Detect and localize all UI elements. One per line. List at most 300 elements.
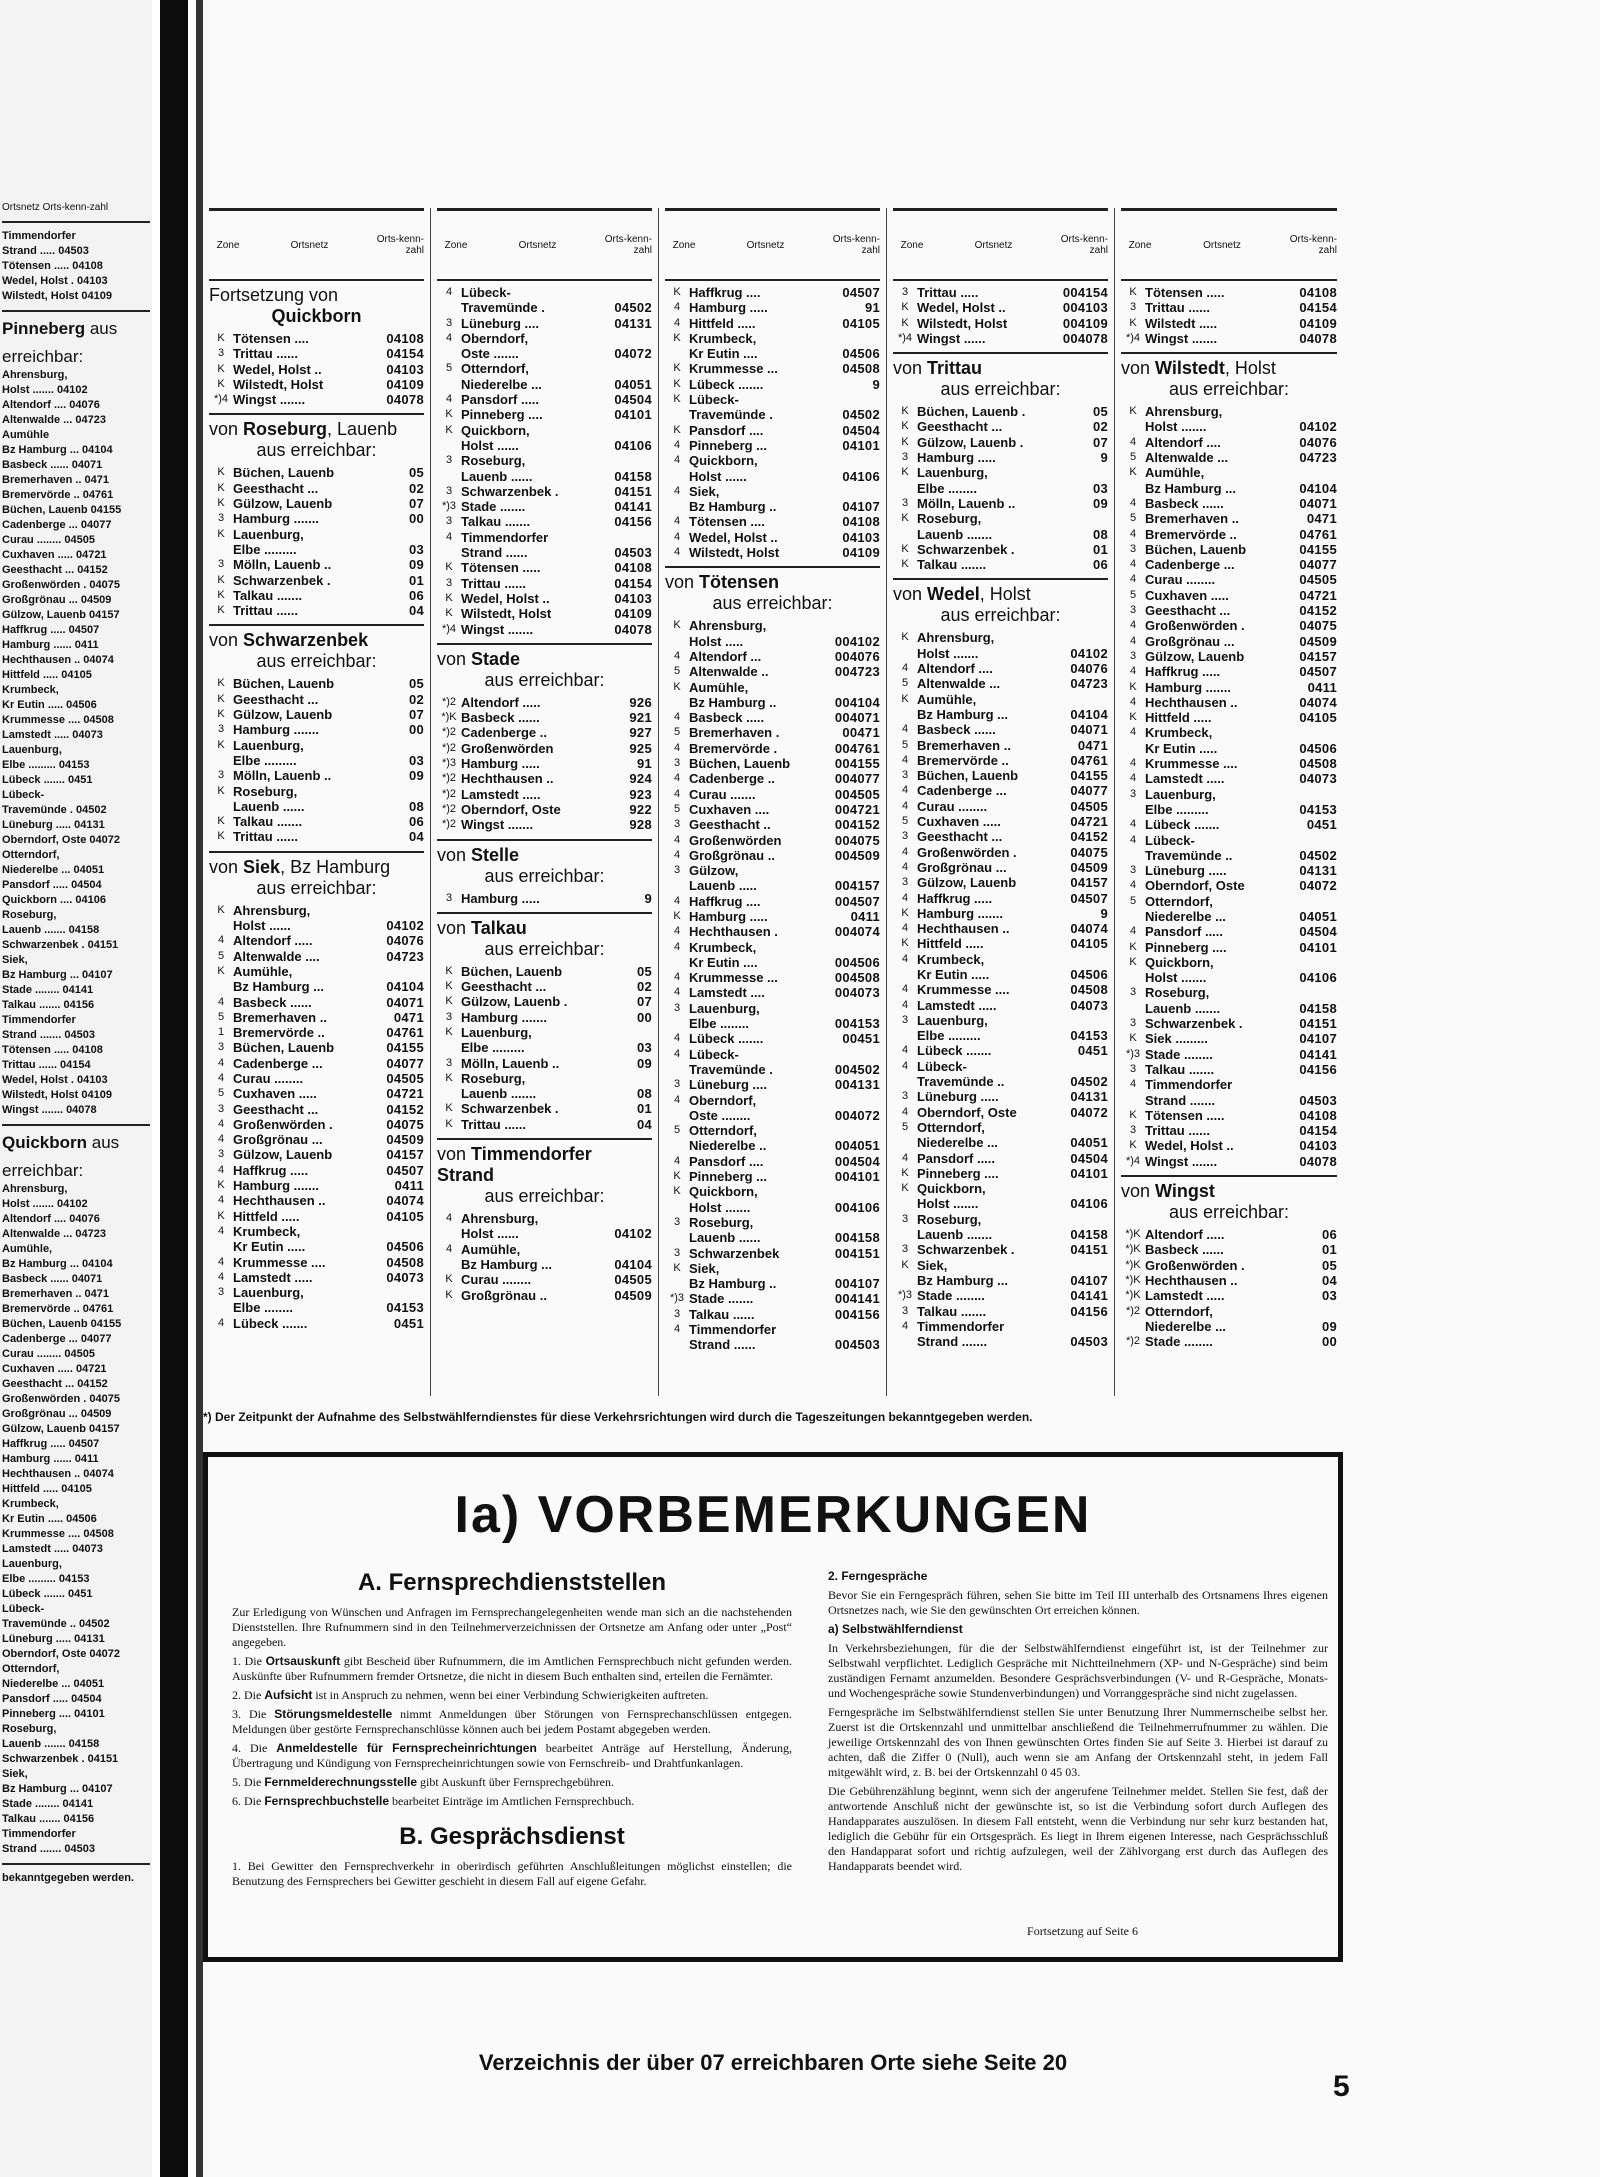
table-row [665,955,880,970]
item-strong: Störungsmeldestelle [274,1707,393,1721]
zone-cell: K [445,1273,453,1286]
zone-cell: 4 [1129,925,1137,938]
fragment-line: Kr Eutin ..... 04506 [2,1513,97,1525]
ortsnetz-cell: Haffkrug .... [689,893,761,909]
table-row [665,1093,880,1108]
zone-cell: *)2 [441,772,457,785]
ortsnetz-cell: Lauenb ....... [917,526,993,542]
ortsnetz-cell: Hamburg ....... [233,511,319,527]
table-row [1121,710,1337,725]
kennzahl-cell: 04504 [1070,1150,1108,1166]
zone-cell [665,1337,689,1352]
table-row [1121,285,1337,300]
ortsnetz-cell: Siek, [689,483,720,499]
kennzahl-cell: 04509 [1070,859,1108,875]
table-row [209,1025,424,1040]
table-row [1121,985,1337,1000]
column-header-kennzahl: Orts-kenn-zahl [376,234,424,256]
ortsnetz-cell: Holst ....... [917,645,979,661]
fragment-line: Krumbeck, [2,1498,59,1510]
table-row [893,435,1108,450]
zone-cell [893,646,917,661]
ortsnetz-cell: Pansdorf ..... [461,392,540,408]
ortsnetz-cell: Großgrönau ... [1145,633,1235,649]
table-row [665,695,880,710]
zone-cell [1121,909,1145,924]
table-row [437,802,652,817]
kennzahl-cell: 00451 [842,1031,880,1047]
ortsnetz-cell: Kr Eutin ..... [1145,740,1218,756]
ortsnetz-cell: Mölln, Lauenb .. [233,768,332,784]
entry-group [209,851,424,1331]
ortsnetz-cell: Bremerhaven .. [917,737,1011,753]
kennzahl-cell: 04103 [614,590,652,606]
table-row [437,695,652,710]
kennzahl-cell: 04104 [614,1256,652,1272]
kennzahl-cell: 004071 [834,710,880,726]
table-row [893,496,1108,511]
fragment-line: Bz Hamburg ... 04107 [2,969,113,981]
ortsnetz-cell: Bz Hamburg ... [1145,480,1237,496]
fragment-line: Strand ....... 04503 [2,1843,95,1855]
ortsnetz-cell: Krumbeck, [233,1223,301,1239]
kennzahl-cell: 04107 [1299,1031,1337,1047]
kennzahl-cell: 004761 [834,740,880,756]
ortsnetz-cell: Travemünde .. [917,1074,1005,1090]
ortsnetz-cell: Gülzow, Lauenb . [917,434,1024,450]
zone-cell: K [901,692,909,705]
fragment-line: Lauenb ....... 04158 [2,1738,100,1750]
table-row [437,530,652,545]
fragment-line: Hittfeld ..... 04105 [2,1483,92,1495]
kennzahl-cell: 01 [636,1101,652,1117]
zone-cell [665,469,689,484]
zone-cell: *)2 [441,726,457,739]
kennzahl-cell: 004102 [834,633,880,649]
table-row [209,1285,424,1300]
ortsnetz-cell: Talkau ...... [689,1306,755,1322]
table-row [665,924,880,939]
zone-cell: K [445,591,453,604]
zone-cell: 3 [901,830,909,843]
fragment-line: Talkau ....... 04156 [2,1813,95,1825]
kennzahl-cell [368,903,424,918]
table-row [209,1224,424,1239]
ortsnetz-cell: Lamstedt ..... [917,997,997,1013]
ortsnetz-cell: Lübeck ....... [917,1043,992,1059]
ortsnetz-cell: Elbe ......... [233,541,297,557]
ortsnetz-cell: Basbeck ...... [233,994,312,1010]
zone-cell: *)2 [441,818,457,831]
table-row [209,1040,424,1055]
table-row [893,300,1108,315]
ortsnetz-cell: Gülzow, Lauenb . [461,994,568,1010]
zone-cell [665,346,689,361]
zone-cell [437,469,461,484]
kennzahl-cell: 01 [408,572,424,588]
ortsnetz-cell: Lauenburg, [233,737,304,753]
zone-cell: K [445,423,453,436]
kennzahl-cell: 04151 [1070,1242,1108,1258]
kennzahl-cell: 04503 [614,545,652,561]
ortsnetz-cell: Tötensen .... [233,331,309,346]
zone-cell: 4 [1129,573,1137,586]
fragment-rule [2,221,150,223]
zone-cell [1121,802,1145,817]
table-row [893,676,1108,691]
zone-cell: 4 [1129,527,1137,540]
entry-group [209,624,424,844]
zone-cell: 4 [901,753,909,766]
zone-cell: K [217,738,225,751]
zone-cell: K [673,1261,681,1274]
kennzahl-cell [1052,1212,1108,1227]
zone-cell: K [901,512,909,525]
zone-cell: K [901,420,909,433]
kennzahl-cell: 04131 [614,315,652,331]
table-row [209,346,424,361]
zone-cell: 3 [901,451,909,464]
ortsnetz-cell: Bremerhaven . [689,725,780,741]
ferngespraeche-intro: Bevor Sie ein Ferngespräch führen, sehen Sie bitte im Teil III unterhalb des Ortsnamens Ihres eigenen Ortsnetzes nach, wie Sie den gewünschten Ort erreichen können. [828,1588,1328,1617]
table-row [209,799,424,814]
table-row [1121,300,1337,315]
kennzahl-cell [824,392,880,407]
fragment-section-name: Pinneberg [2,319,86,338]
zone-cell: K [673,423,681,436]
fragment-section-sub: erreichbar: [2,1161,84,1180]
table-row [209,1147,424,1162]
zone-cell: K [1129,1032,1137,1045]
zone-cell: 4 [673,515,681,528]
ortsnetz-cell: Holst ....... [1145,970,1207,986]
table-row [437,1071,652,1086]
zone-cell: 5 [1129,588,1137,601]
ortsnetz-cell: Tötensen .... [689,514,765,530]
group-title [209,630,424,651]
zone-cell: 3 [445,576,453,589]
table-row [665,514,880,529]
kennzahl-cell: 9 [1100,450,1108,466]
zone-cell: 4 [673,649,681,662]
kennzahl-cell: 04157 [1299,648,1337,664]
kennzahl-cell: 004509 [834,847,880,863]
zone-cell: 3 [1129,301,1137,314]
zone-cell: 4 [673,1154,681,1167]
group-sub: aus erreichbar: [1168,1202,1290,1223]
ortsnetz-cell: Schwarzenbek . [917,541,1015,557]
zone-cell: 4 [673,301,681,314]
ortsnetz-cell: Wingst ...... [917,330,986,346]
kennzahl-cell: 0471 [1306,511,1337,527]
column-header-zone: Zone [216,239,240,251]
kennzahl-cell: 921 [629,710,652,726]
zone-cell: 4 [1129,833,1137,846]
table-row [893,1151,1108,1166]
table-row [437,741,652,756]
ortsnetz-cell: Hechthausen .. [233,1193,326,1209]
previous-page-fragment [0,0,152,2177]
zone-cell: 4 [445,1212,453,1225]
ortsnetz-cell: Kr Eutin .... [689,346,758,362]
fragment-line: Krummesse .... 04508 [2,714,114,726]
ortsnetz-cell: Elbe ......... [461,1040,525,1056]
table-row [437,994,652,1009]
table-row [1121,1319,1337,1334]
table-row [1121,970,1337,985]
zone-cell: *)4 [1125,331,1141,344]
table-row [1121,542,1337,557]
zone-cell: K [1129,940,1137,953]
entry-group [893,578,1108,1349]
table-row [209,933,424,948]
fragment-bottom: bekanntgegeben werden. [2,1872,135,1884]
entry-group [209,413,424,618]
ortsnetz-cell: Wingst ....... [233,392,306,408]
kennzahl-cell: 04155 [386,1040,424,1056]
table-row [437,771,652,786]
item-pre: Die [248,1707,275,1721]
zone-cell: 5 [673,665,681,678]
fragment-line: Altenwalde ... 04723 [2,414,106,426]
ortsnetz-cell: Elbe ......... [233,752,297,768]
ortsnetz-cell: Lauenburg, [233,526,304,542]
table-row [209,573,424,588]
kennzahl-cell: 923 [629,786,652,802]
table-row [1121,450,1337,465]
group-sub: aus erreichbar: [1168,379,1290,400]
ortsnetz-cell: Hamburg ..... [461,756,540,772]
group-sub: aus erreichbar: [484,938,605,959]
ortsnetz-cell: Lüneburg .... [461,315,539,331]
ortsnetz-cell: Hittfeld ..... [233,1208,300,1224]
kennzahl-cell: 04156 [1070,1303,1108,1319]
kennzahl-cell [1281,833,1337,848]
zone-cell: K [901,1182,909,1195]
kennzahl-cell: 04158 [614,468,652,484]
kennzahl-cell: 91 [636,756,652,772]
group-sub: aus erreichbar: [484,865,605,886]
group-title [437,1144,652,1186]
zone-cell: 4 [217,1163,225,1176]
fragment-line: Schwarzenbek . 04151 [2,939,119,951]
table-row [665,1322,880,1337]
zone-cell: K [673,393,681,406]
table-row [437,891,652,906]
table-row [893,1288,1108,1303]
table-row [209,1209,424,1224]
table-row [209,557,424,572]
fragment-line: Bremervörde .. 04761 [2,489,114,501]
ortsnetz-cell: Lauenburg, [233,1285,304,1301]
ortsnetz-cell: Lübeck- [689,392,739,408]
kennzahl-cell: 004505 [834,786,880,802]
table-row [209,392,424,407]
group-prefix: von [209,856,244,877]
table-row [665,970,880,985]
zone-cell: K [673,680,681,693]
zone-cell: K [1129,680,1137,693]
zone-cell: 4 [1129,634,1137,647]
zone-cell: 4 [673,1032,681,1045]
column-entries [893,281,1108,1349]
fragment-line: Hechthausen .. 04074 [2,1468,114,1480]
ortsnetz-cell: Bremerhaven .. [1145,511,1239,527]
ortsnetz-cell: Pinneberg ... [689,1169,768,1185]
zone-cell: 4 [901,860,909,873]
ortsnetz-cell: Hamburg ..... [689,300,768,316]
kennzahl-cell: 02 [636,979,652,995]
zone-cell: 3 [1129,986,1137,999]
zone-cell: K [445,561,453,574]
zone-cell: 5 [673,726,681,739]
kennzahl-cell [824,484,880,499]
kennzahl-cell [596,331,652,346]
table-row [437,1211,652,1226]
table-row [1121,1016,1337,1031]
ortsnetz-cell: Holst ...... [461,437,519,453]
kennzahl-cell: 04051 [614,376,652,392]
kennzahl-cell: 004078 [1062,330,1108,346]
zone-cell: 3 [673,1307,681,1320]
ortsnetz-cell: Cuxhaven .... [689,801,770,817]
kennzahl-cell: 04108 [1299,1107,1337,1123]
ortsnetz-cell: Cadenberge ... [233,1055,323,1071]
ortsnetz-cell: Holst ....... [917,1196,979,1212]
table-row [437,346,652,361]
fragment-line: Großgrönau ... 04509 [2,1408,112,1420]
ortsnetz-cell: Otterndorf, [1145,893,1213,909]
kennzahl-cell: 0411 [1307,679,1337,695]
group-title [665,572,880,593]
kennzahl-cell: 0451 [393,1315,424,1331]
kennzahl-cell: 004072 [834,1107,880,1123]
ortsnetz-cell: Trittau ...... [461,1116,527,1132]
table-row [437,1010,652,1025]
zone-cell: 4 [217,1316,225,1329]
zone-cell: 4 [673,1093,681,1106]
table-row [665,1337,880,1352]
fragment-section-suffix: aus [85,319,118,338]
kennzahl-cell: 04507 [1299,664,1337,680]
ortsnetz-cell: Lauenburg, [917,465,988,481]
column-header [1121,208,1337,281]
zone-cell: K [217,588,225,601]
kennzahl-cell: 04507 [1070,890,1108,906]
table-row [437,316,652,331]
table-row [893,936,1108,951]
group-title [893,584,1108,605]
section-b-title: B. Gesprächsdienst [399,1823,625,1850]
zone-cell: K [217,830,225,843]
table-row [893,1258,1108,1273]
table-row [209,707,424,722]
kennzahl-cell: 04155 [1070,768,1108,784]
kennzahl-cell: 04509 [614,1287,652,1303]
zone-cell: 4 [1129,558,1137,571]
directory-page [203,0,1600,2177]
kennzahl-cell: 04505 [614,1272,652,1288]
zone-cell: 5 [1129,512,1137,525]
table-row [209,542,424,557]
fragment-line: Timmendorfer [2,1828,76,1840]
zone-cell: 4 [673,316,681,329]
kennzahl-cell: 04506 [1070,966,1108,982]
kennzahl-cell: 07 [408,496,424,512]
table-row [665,361,880,376]
ortsnetz-cell: Oste ....... [461,346,519,362]
table-row [1121,1077,1337,1092]
table-row [1121,894,1337,909]
zone-cell: 4 [901,784,909,797]
ortsnetz-cell: Hechthausen .. [917,921,1010,937]
zone-cell: 3 [1129,542,1137,555]
kennzahl-cell: 04502 [842,407,880,423]
zone-cell [437,346,461,361]
ortsnetz-cell: Büchen, Lauenb [233,465,335,481]
ortsnetz-cell: Travemünde . [689,1061,773,1077]
entry-group [437,839,652,906]
table-row [665,1215,880,1230]
table-row [209,603,424,618]
ortsnetz-cell: Lauenb ...... [233,798,305,814]
table-row [209,1117,424,1132]
ortsnetz-cell: Großenwörden . [1145,618,1245,634]
ortsnetz-cell: Altenwalde .... [233,948,320,964]
zone-cell [665,1200,689,1215]
entry-group [665,566,880,1352]
ortsnetz-cell: Kr Eutin ..... [233,1239,306,1255]
fragment-line: Cadenberge ... 04077 [2,519,112,531]
column-header-zone: Zone [444,239,468,251]
zone-cell: 4 [673,1323,681,1335]
column-header [893,208,1108,281]
kennzahl-cell: 04107 [1070,1272,1108,1288]
kennzahl-cell: 04103 [842,529,880,545]
zone-cell: *)4 [1125,1154,1141,1167]
ortsnetz-cell: Altendorf ..... [1145,1227,1225,1243]
zone-cell: K [217,527,225,540]
zone-cell: K [217,784,225,797]
table-row [209,1270,424,1285]
kennzahl-cell: 004156 [834,1306,880,1322]
column-header-zone: Zone [672,239,696,251]
ortsnetz-cell: Lauenb ....... [461,1086,537,1102]
zone-cell: 4 [217,934,225,947]
table-row [437,499,652,514]
kennzahl-cell: 04151 [1299,1016,1337,1032]
fragment-line: Altendorf .... 04076 [2,1213,100,1225]
table-row [437,1040,652,1055]
ortsnetz-cell: Geesthacht .. [689,817,771,833]
ortsnetz-cell: Hamburg ....... [461,1009,547,1025]
table-row [665,985,880,1000]
selbstwahl-para-2: Ferngespräche im Selbstwählferndienst stellen Sie unter Benutzung Ihrer Nummernscheibe selbst her. Zuerst ist die Ortskennzahl und unmittelbar anschließend die Teilnehmerrufnummer zu wählen. Die jeweilige Ortskennzahl des von Ihnen gewünschten Ortes finden Sie auf Seite 3. Hierbei ist darauf zu achten, daß die Ziffer 0 (Null), auch wenn sie am Anfang der Ortskennzahl steht, in jedem Fall mitgewählt wird, z. B. bei der Ortskennzahl 0 45 03. [828,1705,1328,1779]
section-a-items [232,1654,792,1809]
table-row [209,377,424,392]
table-row [437,407,652,422]
table-row [665,741,880,756]
ortsnetz-cell: Stade ........ [917,1288,985,1304]
item-pre: Die [244,1654,266,1668]
section-a-intro: Zur Erledigung von Wünschen und Anfragen im Fernsprechangelegenheiten wende man sich an die nachstehenden Dienststellen. Ihre Rufnummern sind in den Teilnehmerverzeichnissen der Ortsnetze am Anfang oder unter „Post“ angegeben. [232,1605,792,1649]
kennzahl-cell: 04105 [386,1208,424,1224]
group-name: Wilstedt [1155,358,1225,379]
item-pre: Die [244,1775,265,1789]
table-row [1121,756,1337,771]
kennzahl-cell [824,1215,880,1230]
zone-cell: 4 [673,741,681,754]
